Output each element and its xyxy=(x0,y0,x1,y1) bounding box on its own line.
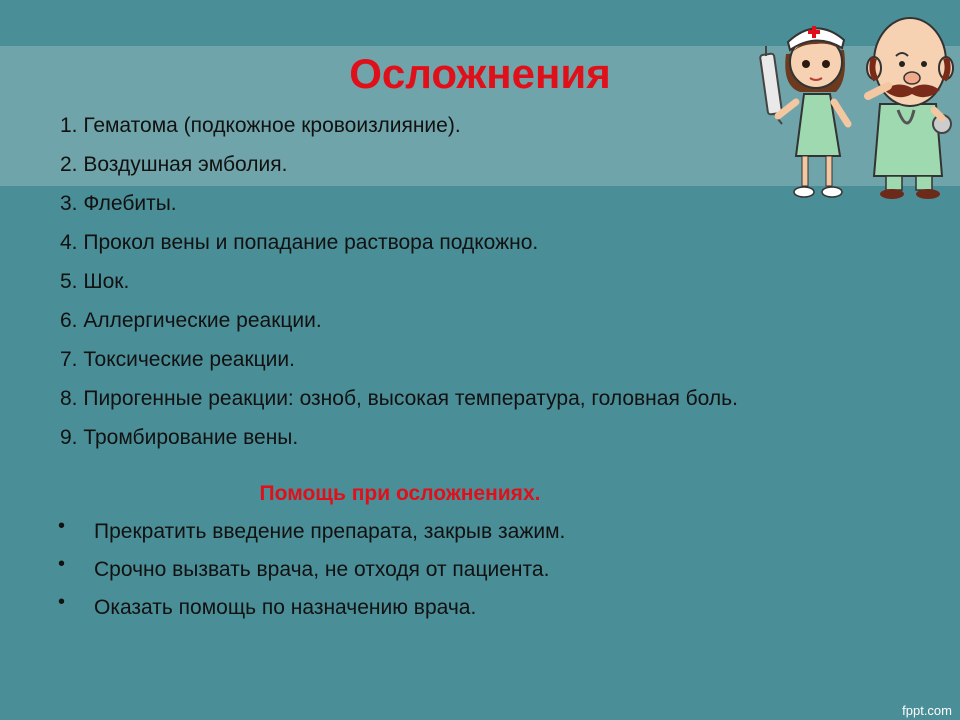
list-item: 4. Прокол вены и попадание раствора подкожно. xyxy=(60,231,539,254)
footer-credit: fppt.com xyxy=(902,703,952,718)
help-heading: Помощь при осложнениях. xyxy=(259,482,541,505)
list-item: 6. Аллергические реакции. xyxy=(60,309,322,332)
help-item xyxy=(58,553,858,584)
doctor-figure xyxy=(867,18,953,199)
list-item: 2. Воздушная эмболия. xyxy=(60,153,288,176)
help-item xyxy=(58,591,858,622)
bullet-icon: • xyxy=(58,515,66,537)
list-item: 3. Флебиты. xyxy=(60,192,177,215)
list-item: 7. Токсические реакции. xyxy=(60,348,295,371)
help-item-text: Оказать помощь по назначению врача. xyxy=(94,596,477,619)
help-item-text: Срочно вызвать врача, не отходя от пациента. xyxy=(94,558,550,581)
list-item: 1. Гематома (подкожное кровоизлияние). xyxy=(60,114,461,137)
nurse-doctor-illustration xyxy=(752,6,960,206)
nurse-figure xyxy=(760,26,848,197)
bullet-icon: • xyxy=(58,591,66,613)
list-item: 9. Тромбирование вены. xyxy=(60,426,299,449)
help-item xyxy=(58,515,858,546)
bullet-icon: • xyxy=(58,553,66,575)
list-item: 5. Шок. xyxy=(60,270,130,293)
list-item: 8. Пирогенные реакции: озноб, высокая температура, головная боль. xyxy=(60,387,738,410)
help-list xyxy=(58,515,858,632)
help-item-text: Прекратить введение препарата, закрыв зажим. xyxy=(94,520,566,543)
complications-list xyxy=(60,112,860,463)
slide-title: Осложнения xyxy=(349,50,611,97)
